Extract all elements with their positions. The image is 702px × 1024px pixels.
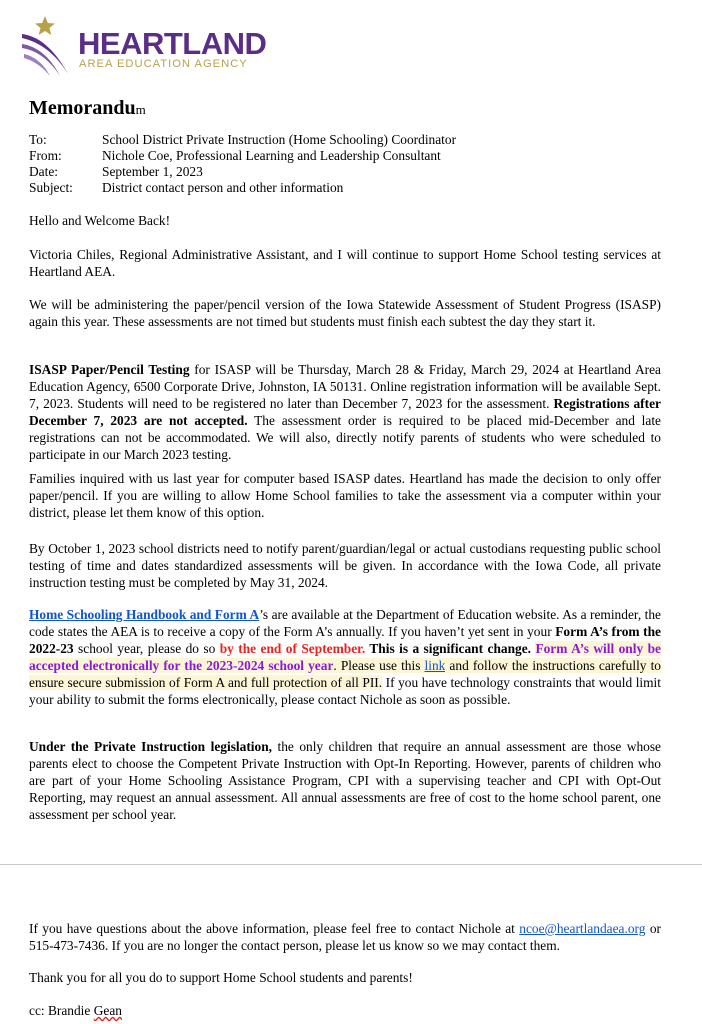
memo-title: Memorandum xyxy=(29,97,146,119)
section-divider xyxy=(0,864,702,865)
header-label: To: xyxy=(29,132,47,147)
header-value: District contact person and other information xyxy=(102,180,344,195)
header-value: School District Private Instruction (Home Schooling) Coordinator xyxy=(102,132,457,147)
email-link[interactable]: ncoe@heartlandaea.org xyxy=(519,921,646,936)
paragraph-thanks: Thank you for all you do to support Home School students and parents! xyxy=(29,970,413,985)
logo-name: HEARTLAND xyxy=(78,26,267,61)
form-a-submission-link[interactable]: link xyxy=(424,658,446,673)
heartland-logo xyxy=(20,14,280,80)
paragraph-testing-dates: ISASP Paper/Pencil Testing for ISASP will be Thursday, March 28 & Friday, March 29, 2024 at Heartland Area Education Agency, 6500 Corporate Drive, Johnston, IA 50131. Online registration information will be available Sept. 7, 2023. Students will need to be registered no later than December 7, 2023 for the assessment. Registrations after December 7, 2023 are not accepted. The assessment order is required to be placed mid-December and late registrations can not be accommodated. We will also, directly notify parents of students who were scheduled to participate in our March 2023 testing. xyxy=(29,362,662,462)
header-label: From: xyxy=(29,148,62,163)
memo-header xyxy=(29,131,689,195)
header-value: Nichole Coe, Professional Learning and Leadership Consultant xyxy=(102,148,441,163)
paragraph-computer-based: Families inquired with us last year for computer based ISASP dates. Heartland has made the decision to only offer paper/pencil. If you are willing to allow Home School families to take the assessment via a computer within your district, please let them know of this option. xyxy=(29,471,661,520)
cc-line: cc: Brandie Gean xyxy=(29,1003,122,1018)
paragraph-form-a: Home Schooling Handbook and Form A’s are available at the Department of Education website. As a reminder, the code states the AEA is to receive a copy of the Form A’s annually. If you haven’t yet sent in your Form A’s from the 2022-23 school year, please do so by the end of September. This is a significant change. Form A’s will only be accepted electronically for the 2023-2024 school year. Please use this link and follow the instructions carefully to ensure secure submission of Form A and full protection of all PII. If you have technology constraints that would limit your ability to submit the forms electronically, please contact Nichole as soon as possible. xyxy=(29,607,661,707)
heartland-star-swoosh-icon xyxy=(20,14,80,80)
header-row-from xyxy=(29,147,689,163)
header-row-subject xyxy=(29,179,689,195)
header-label: Date: xyxy=(29,164,58,179)
header-label: Subject: xyxy=(29,180,73,195)
header-row-to xyxy=(29,131,689,147)
paragraph-isasp: We will be administering the paper/pencil version of the Iowa Statewide Assessment of Student Progress (ISASP) again this year. These assessments are not timed but students must finish each subtest the day they start it. xyxy=(29,297,661,329)
paragraph-contact: If you have questions about the above information, please feel free to contact Nichole at ncoe@heartlandaea.org or 515-473-7436. If you are no longer the contact person, please let us know so we may contact them. xyxy=(29,921,661,953)
paragraph-legislation: Under the Private Instruction legislation, the only children that require an annual assessment are those whose parents elect to choose the Competent Private Instruction with Opt-In Reporting. However, parents of children who are part of your Home Schooling Assistance Program, CPI with a supervising teacher and CPI with Opt-Out Reporting, may request an annual assessment. All annual assessments are free of cost to the home school parent, one assessment per school year. xyxy=(29,739,662,822)
header-value: September 1, 2023 xyxy=(102,164,203,179)
logo-subtitle: AREA EDUCATION AGENCY xyxy=(79,58,248,70)
header-row-date xyxy=(29,163,689,179)
paragraph-deadlines: By October 1, 2023 school districts need to notify parent/guardian/legal or actual custodians requesting public school testing of time and dates standardized assessments will be given. In accordance with the Iowa Code, all private instruction testing must be completed by May 31, 2024. xyxy=(29,541,661,590)
handbook-link[interactable]: Home Schooling Handbook and Form A xyxy=(29,607,260,622)
greeting: Hello and Welcome Back! xyxy=(29,213,171,228)
paragraph-support: Victoria Chiles, Regional Administrative Assistant, and I will continue to support Home School testing services at Heartland AEA. xyxy=(29,247,661,279)
